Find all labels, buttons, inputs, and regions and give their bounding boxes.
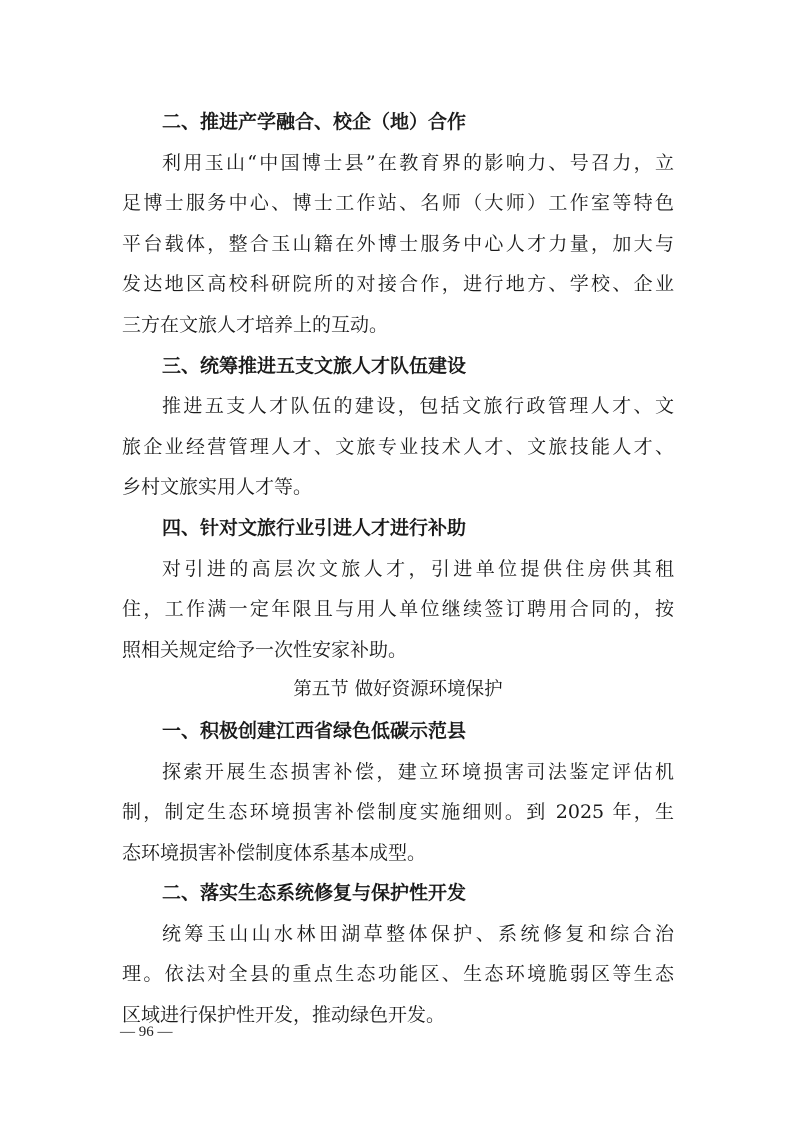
paragraph-line: 三方在文旅人才培养上的互动。 <box>122 313 389 336</box>
chapter-section-title: 第五节 做好资源环境保护 <box>293 679 503 701</box>
section-heading: 四、针对文旅行业引进人才进行补助 <box>162 516 467 539</box>
paragraph-line: 推进五支人才队伍的建设，包括文旅行政管理人才、文 <box>162 395 674 418</box>
section-heading: 二、推进产学融合、校企（地）合作 <box>162 111 467 133</box>
paragraph-line: 制，制定生态环境损害补偿制度实施细则。到 2025 年，生 <box>122 801 674 824</box>
paragraph-line: 发达地区高校科研院所的对接合作，进行地方、学校、企业 <box>122 273 674 296</box>
paragraph-line: 照相关规定给予一次性安家补助。 <box>122 638 408 661</box>
paragraph-line: 探索开展生态损害补偿，建立环境损害司法鉴定评估机 <box>162 760 674 783</box>
document-body <box>122 102 674 1036</box>
section-heading: 一、积极创建江西省绿色低碳示范县 <box>162 719 467 742</box>
paragraph-line: 区域进行保护性开发，推动绿色开发。 <box>122 1004 446 1027</box>
paragraph-line: 理。依法对全县的重点生态功能区、生态环境脆弱区等生态 <box>122 963 674 986</box>
section-heading: 三、统筹推进五支文旅人才队伍建设 <box>162 354 467 377</box>
paragraph-line: 平台载体，整合玉山籍在外博士服务中心人才力量，加大与 <box>122 232 674 255</box>
paragraph-line: 利用玉山“中国博士县”在教育界的影响力、号召力，立 <box>162 151 674 174</box>
section-heading: 二、落实生态系统修复与保护性开发 <box>162 882 467 905</box>
paragraph-line: 足博士服务中心、博士工作站、名师（大师）工作室等特色 <box>122 192 674 215</box>
paragraph-line: 乡村文旅实用人才等。 <box>122 476 313 499</box>
paragraph-line: 对引进的高层次文旅人才，引进单位提供住房供其租 <box>162 557 674 580</box>
paragraph-line: 旅企业经营管理人才、文旅专业技术人才、文旅技能人才、 <box>122 435 674 458</box>
paragraph-line: 统筹玉山山水林田湖草整体保护、系统修复和综合治 <box>162 922 674 945</box>
paragraph-line: 态环境损害补偿制度体系基本成型。 <box>122 841 427 864</box>
paragraph-line: 住，工作满一定年限且与用人单位继续签订聘用合同的，按 <box>122 598 674 621</box>
page-number: — 96 — <box>120 1024 173 1040</box>
